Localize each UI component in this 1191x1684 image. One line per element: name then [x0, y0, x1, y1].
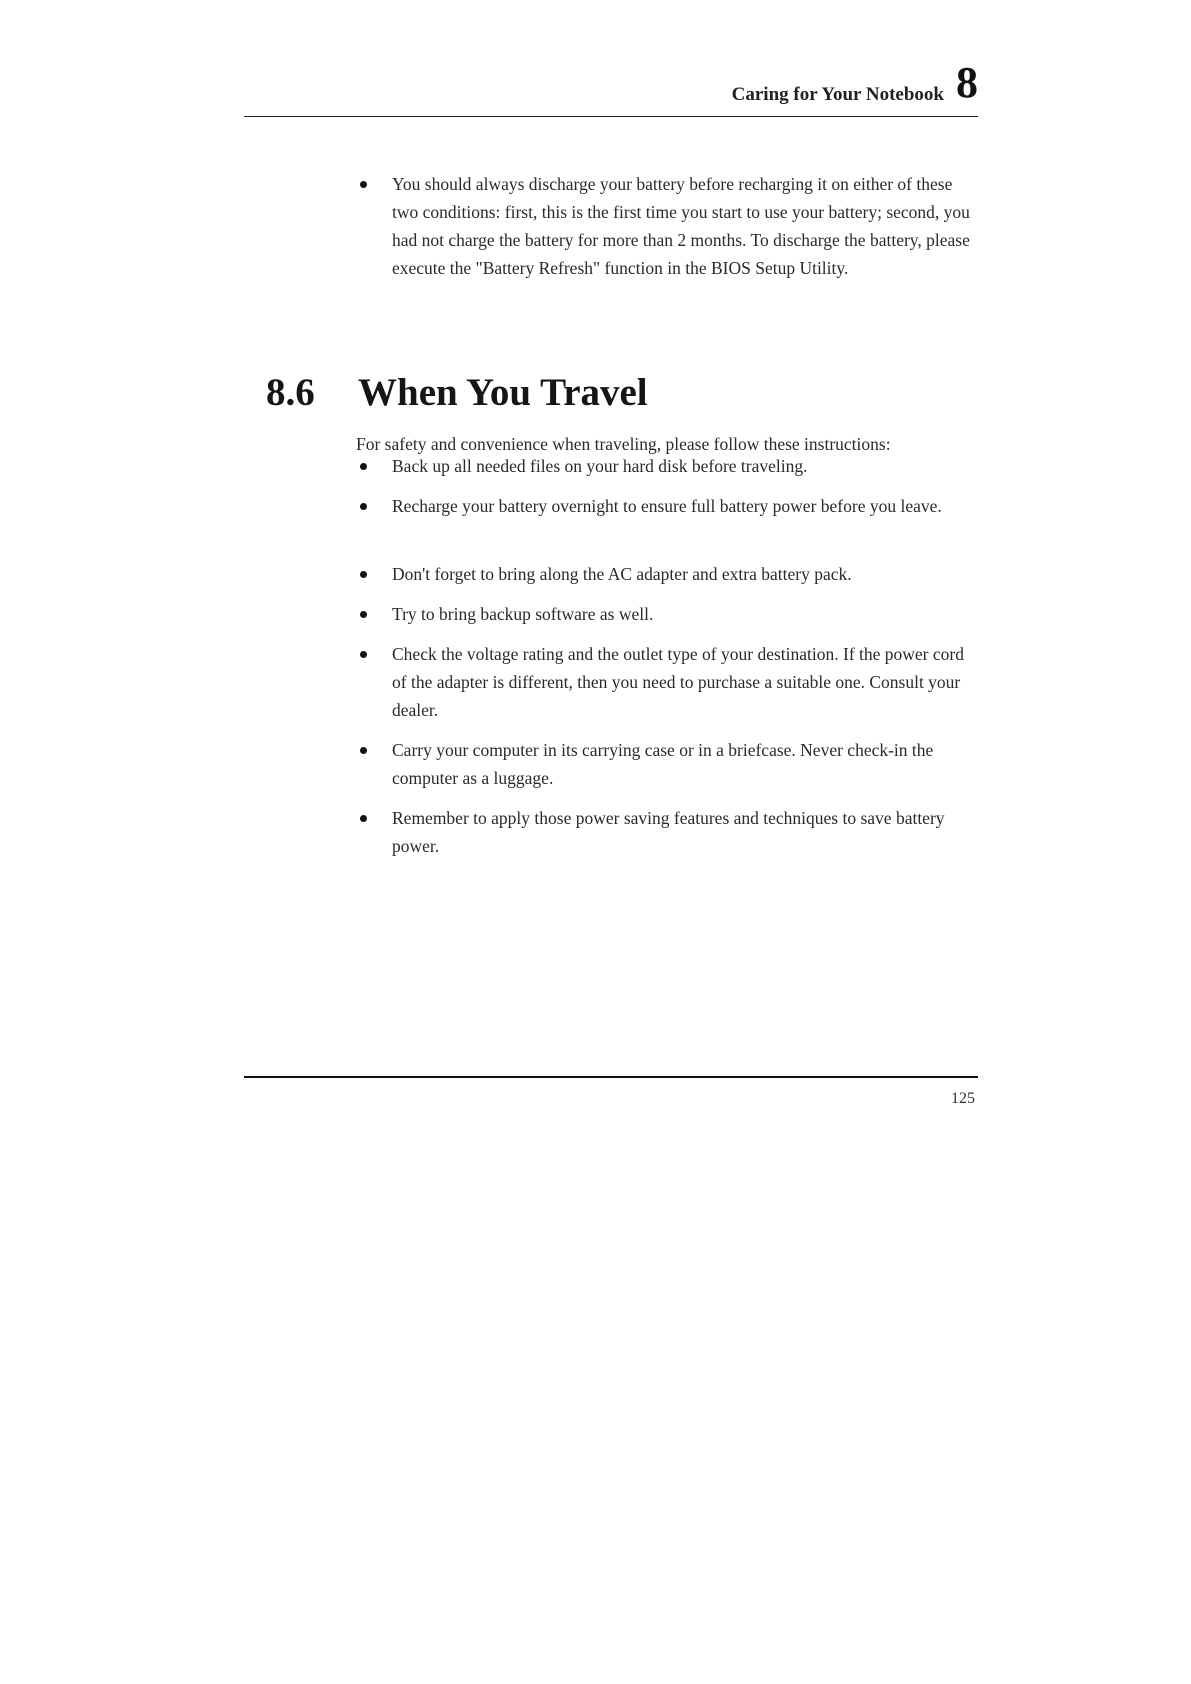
- section-intro: For safety and convenience when traveling, please follow these instructions:: [356, 433, 891, 454]
- section-heading: [266, 370, 648, 415]
- page-header: [244, 58, 978, 117]
- list-item: [356, 736, 976, 792]
- list-item: [356, 560, 976, 588]
- running-title: Caring for Your Notebook: [731, 84, 944, 105]
- section-title: When You Travel: [358, 371, 648, 415]
- list-item-text: Recharge your battery overnight to ensure full battery power before you leave.: [392, 496, 942, 516]
- list-item: [356, 170, 976, 282]
- page-number: 125: [951, 1090, 975, 1107]
- section-number: 8.6: [266, 371, 315, 415]
- list-item-text: You should always discharge your battery before recharging it on either of these two conditions: first, this is the first time you start to use your battery; second, you had not charge the battery for more than 2 months. To discharge the battery, please execute the "Battery Refresh" function in the BIOS Setup Utility.: [392, 174, 970, 278]
- list-item-text: Check the voltage rating and the outlet type of your destination. If the power cord of the adapter is different, then you need to purchase a suitable one. Consult your dealer.: [392, 644, 964, 720]
- list-item: [356, 492, 976, 520]
- list-item: [356, 452, 976, 480]
- list-item-text: Don't forget to bring along the AC adapter and extra battery pack.: [392, 564, 852, 584]
- list-item: [356, 600, 976, 628]
- list-item-text: Carry your computer in its carrying case or in a briefcase. Never check-in the computer as a luggage.: [392, 740, 934, 788]
- chapter-number: 8: [956, 58, 978, 107]
- list-item: [356, 804, 976, 860]
- list-item-text: Back up all needed files on your hard disk before traveling.: [392, 456, 808, 476]
- list-item: [356, 640, 976, 724]
- list-item-text: Remember to apply those power saving features and techniques to save battery power.: [392, 808, 945, 856]
- footer-divider: [244, 1076, 978, 1078]
- list-item-text: Try to bring backup software as well.: [392, 604, 654, 624]
